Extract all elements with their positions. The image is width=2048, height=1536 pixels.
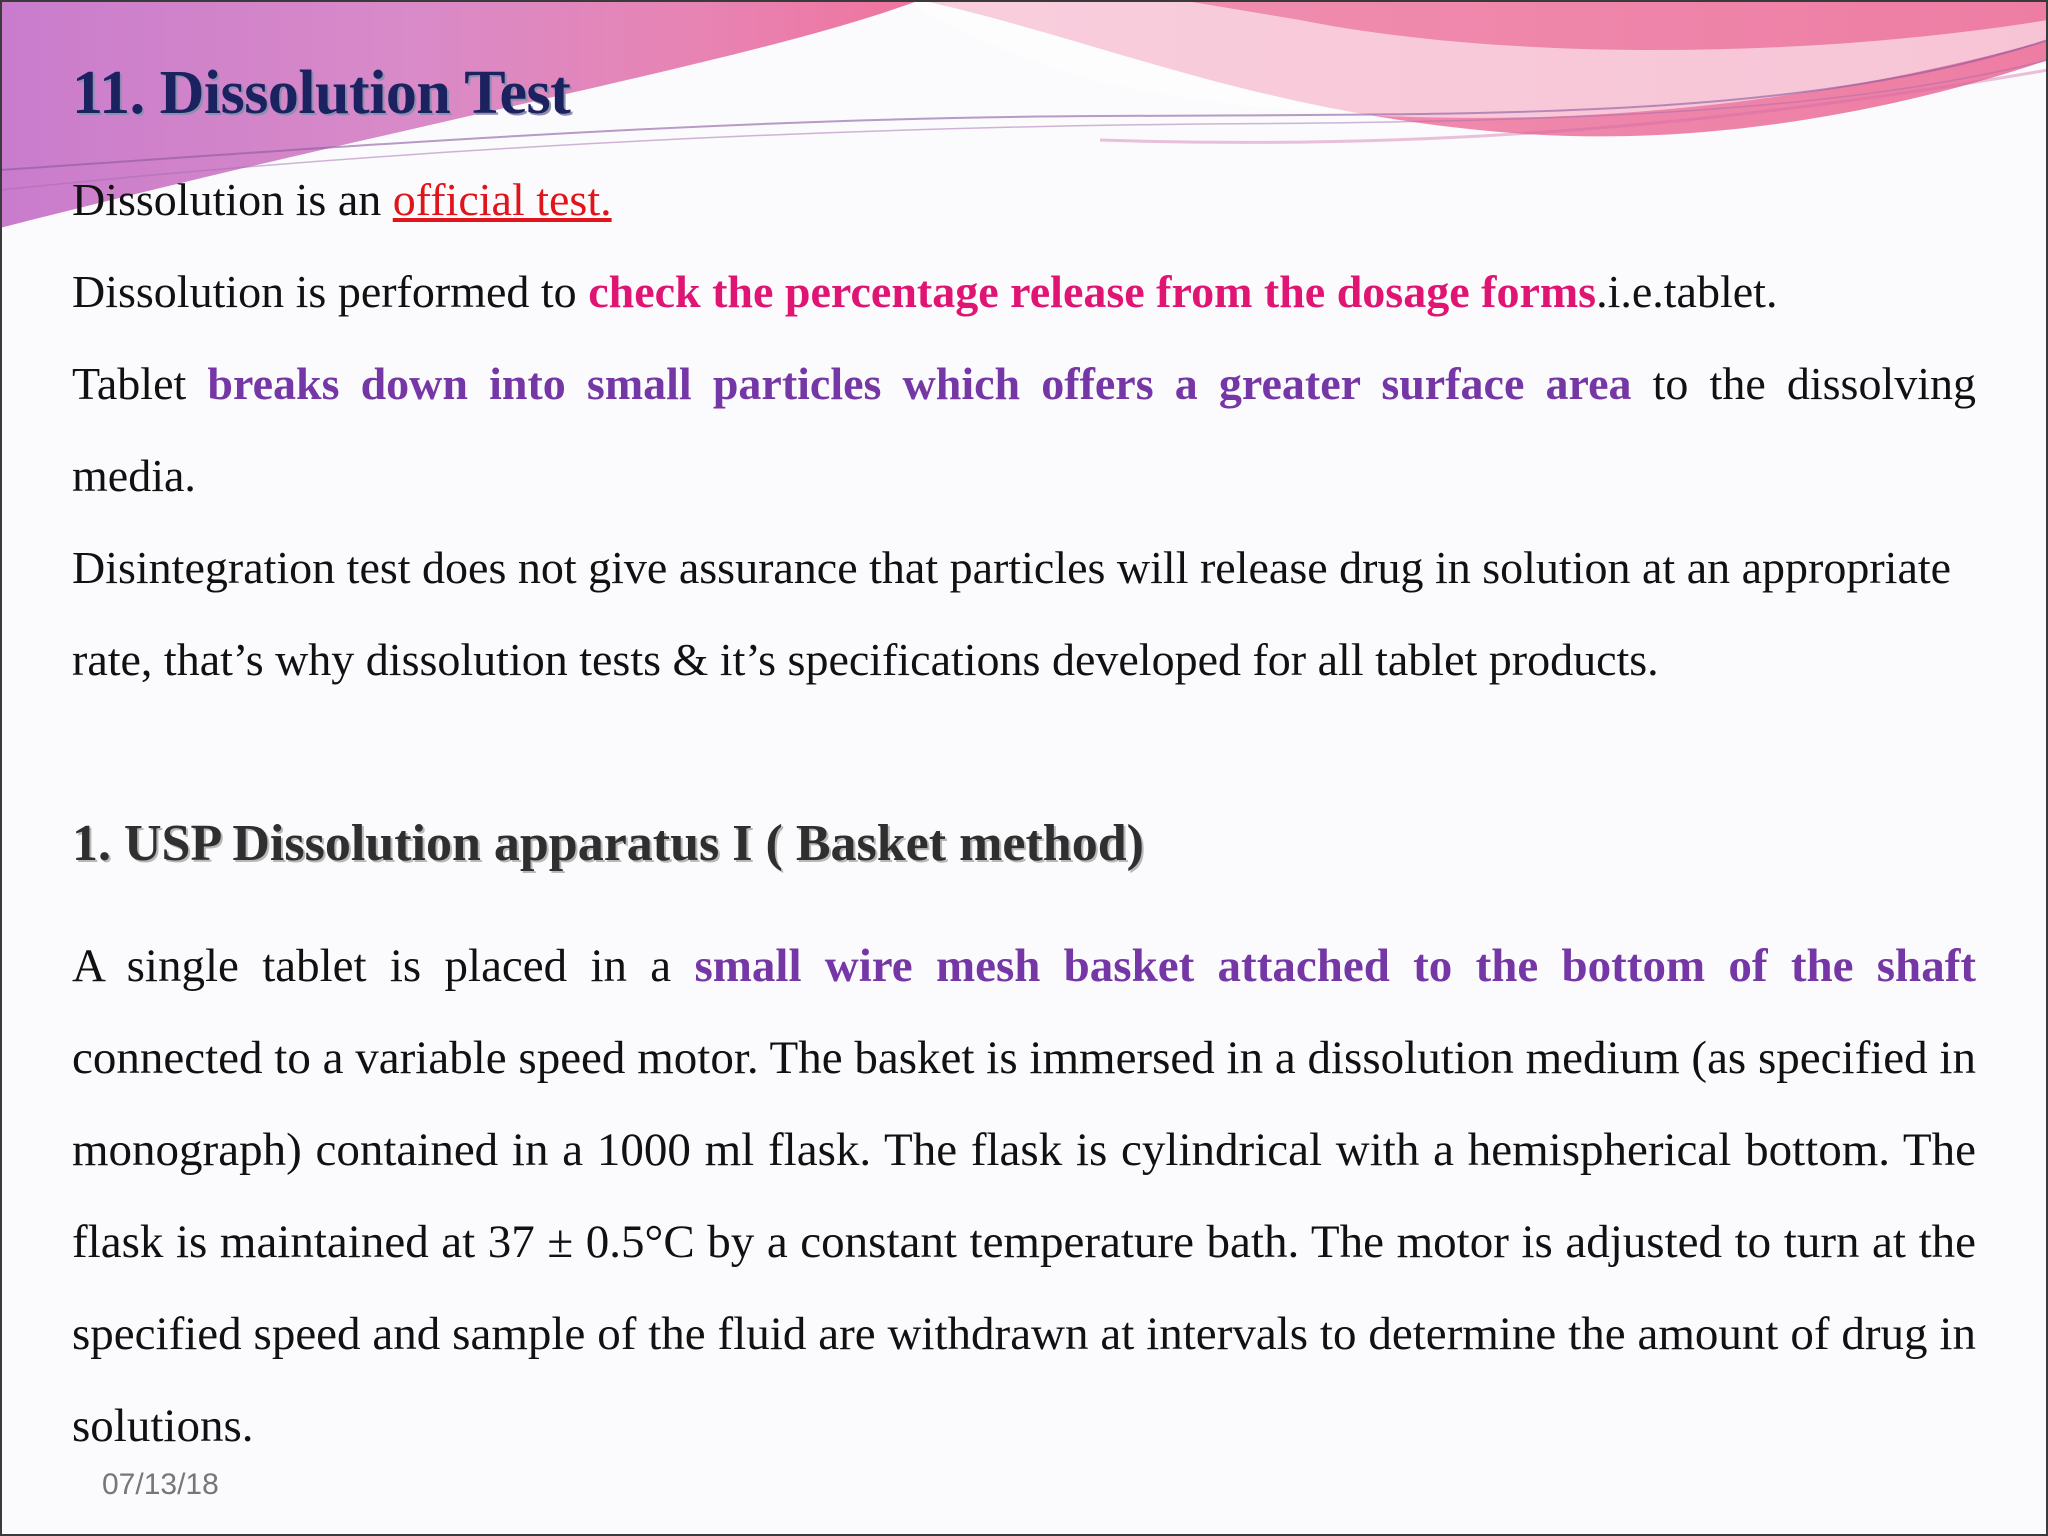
- official-test-link[interactable]: official test.: [392, 174, 612, 225]
- paragraph-text: Tablet: [72, 358, 208, 409]
- paragraph-basket-method: [72, 920, 1976, 1472]
- footer-date: 07/13/18: [102, 1468, 219, 1501]
- emphasis-text: breaks down into small particles which offers a greater surface area: [207, 358, 1632, 409]
- section-heading: 1. USP Dissolution apparatus I ( Basket method): [72, 815, 1144, 872]
- paragraph-text: .i.e.tablet.: [1596, 266, 1778, 317]
- paragraph-text: to the dissolving media.: [72, 358, 1977, 501]
- paragraph-purpose: [72, 246, 1976, 338]
- paragraph-text: Dissolution is an: [72, 174, 393, 225]
- paragraph-text: Dissolution is performed to: [72, 266, 589, 317]
- paragraph-text: connected to a variable speed motor. The basket is immersed in a dissolution medium (as specified in monograph) contained in a 1000 ml flask. The flask is cylindrical with a hemispherical bottom. The flask is maintained at 37 ± 0.5°C by a constant temperature bath. The motor is adjusted to turn at the specified speed and sample of the fluid are withdrawn at intervals to determine the amount of drug in solutions.: [72, 1032, 1976, 1452]
- paragraph-tablet-breakdown: [72, 338, 1976, 522]
- paragraph-disintegration: Disintegration test does not give assurance that particles will release drug in solution at an appropriate rate, that’s why dissolution tests & it’s specifications developed for all tablet products.: [72, 542, 1952, 685]
- paragraph-official-test: [72, 154, 1976, 246]
- paragraph-text: A single tablet is placed in a: [72, 940, 695, 992]
- emphasis-text: small wire mesh basket attached to the bottom of the shaft: [694, 940, 1977, 992]
- slide-title: 11. Dissolution Test: [72, 59, 571, 127]
- emphasis-text: check the percentage release from the dosage forms: [588, 266, 1597, 317]
